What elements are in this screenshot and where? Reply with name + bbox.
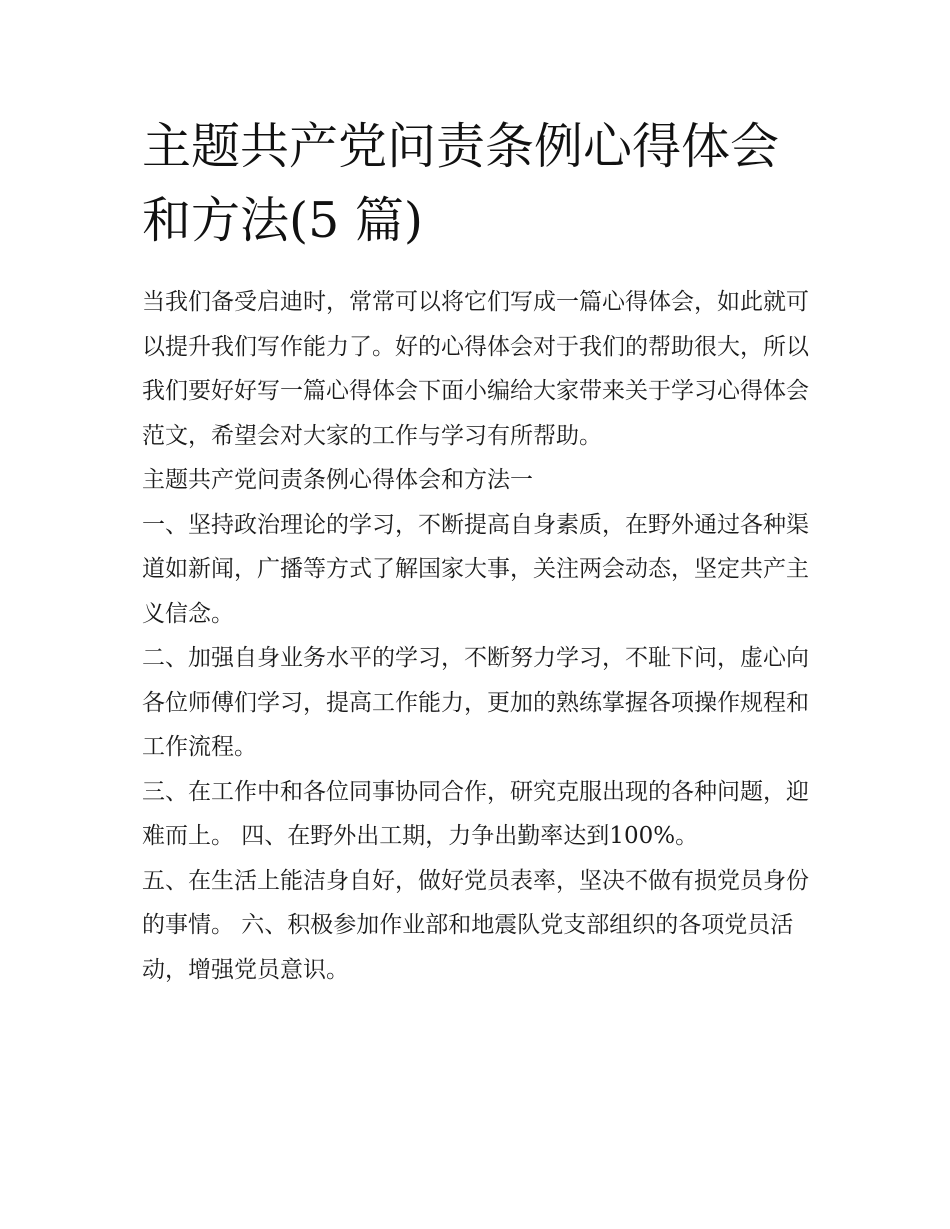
intro-paragraph: 当我们备受启迪时，常常可以将它们写成一篇心得体会，如此就可以提升我们写作能力了。好的心得体会对于我们的帮助很大，所以我们要好好写一篇心得体会下面小编给大家带来关于学习心得体会范文，希望会对大家的工作与学习有所帮助。 [142, 289, 809, 449]
paragraph-1: 一、坚持政治理论的学习，不断提高自身素质，在野外通过各种渠道如新闻，广播等方式了解国家大事，关注两会动态，坚定共产主义信念。 [142, 511, 809, 627]
paragraph-2: 二、加强自身业务水平的学习，不断努力学习，不耻下问，虚心向各位师傅们学习，提高工作能力，更加的熟练掌握各项操作规程和工作流程。 [142, 645, 809, 760]
document-body [142, 280, 822, 992]
paragraph-3: 三、在工作中和各位同事协同合作，研究克服出现的各种问题，迎难而上。 四、在野外出工期，力争出勤率达到100%。 [142, 778, 809, 849]
paragraph-4: 五、在生活上能洁身自好，做好党员表率，坚决不做有损党员身份的事情。 六、积极参加作业部和地震队党支部组织的各项党员活动，增强党员意识。 [142, 867, 809, 983]
document-title: 主题共产党问责条例心得体会和方法(5 篇) [142, 118, 780, 249]
section-heading: 主题共产党问责条例心得体会和方法一 [142, 467, 533, 493]
